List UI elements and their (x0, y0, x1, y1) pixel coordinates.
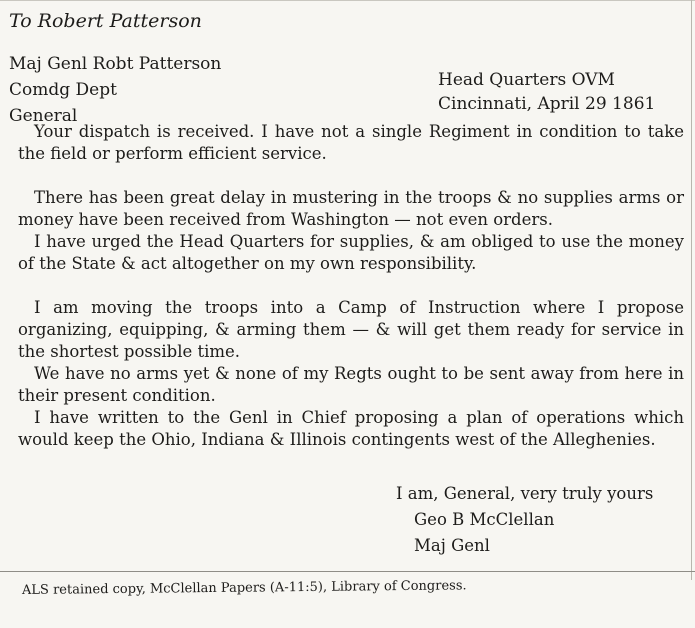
body-paragraph: I have written to the Genl in Chief proposing a plan of operations which would keep the Ohio, Indiana & Illinois contingents west of the Alleghenies. (18, 408, 684, 449)
top-divider (0, 0, 695, 1)
source-note: ALS retained copy, McClellan Papers (A-11:5), Library of Congress. (21, 578, 467, 598)
document-title: To Robert Patterson (9, 10, 202, 32)
addressee-command: Comdg Dept (9, 80, 117, 100)
heading-location: Head Quarters OVM (438, 70, 615, 90)
addressee-name: Maj Genl Robt Patterson (9, 54, 222, 74)
signature-name: Geo B McClellan (414, 510, 555, 529)
body-paragraph: Your dispatch is received. I have not a single Regiment in condition to take the field or perform efficient service. (18, 122, 684, 163)
body-paragraph: I have urged the Head Quarters for supplies, & am obliged to use the money of the State & act altogether on my own responsibility. (18, 232, 684, 273)
signature-rank: Maj Genl (414, 536, 490, 555)
complimentary-close: I am, General, very truly yours (396, 484, 654, 503)
body-paragraph: I am moving the troops into a Camp of Instruction where I propose organizing, equipping, & arming them — & will get them ready for service in the shortest possible time. (18, 298, 684, 361)
right-margin-line (691, 0, 692, 580)
salutation: General (9, 106, 78, 126)
body-paragraph: There has been great delay in mustering in the troops & no supplies arms or money have been received from Washington — not even orders. (18, 188, 684, 229)
heading-date: Cincinnati, April 29 1861 (438, 94, 656, 114)
body-paragraph: We have no arms yet & none of my Regts ought to be sent away from here in their present condition. (18, 364, 684, 405)
footnote-divider (0, 571, 695, 572)
